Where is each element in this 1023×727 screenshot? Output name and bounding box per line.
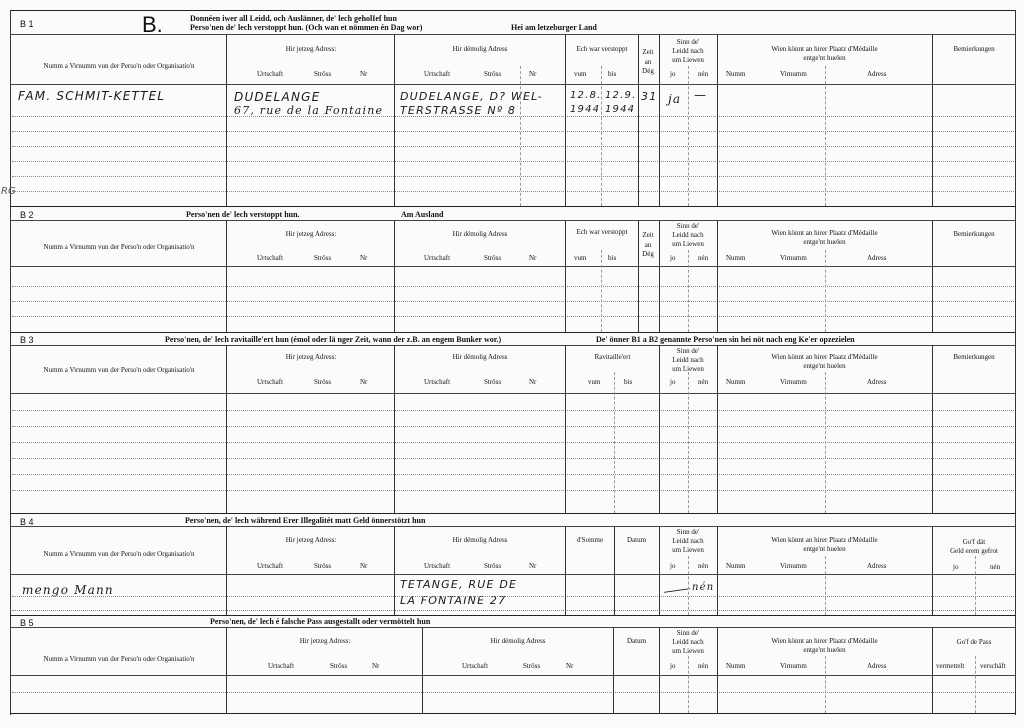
- b1-col-divider: [226, 34, 227, 206]
- col-name-header: Numm a Virnumm vun der Perso'n oder Organisatio'n: [43, 550, 195, 558]
- col-locality: Urtschaft: [424, 562, 451, 570]
- col-no: nén: [990, 563, 1001, 571]
- col-w-name: Numm: [726, 254, 746, 262]
- col-street: Ströss: [484, 378, 502, 386]
- col-issued: vermettelt: [936, 662, 965, 670]
- col-w-firstname: Virnumm: [780, 378, 807, 386]
- b5-col-divider: [422, 627, 423, 713]
- col-locality: Urtschaft: [424, 378, 451, 386]
- b1-row-line: [12, 116, 1014, 117]
- col-no: nén: [698, 562, 709, 570]
- col-former-address-header: Hir démolig Adress: [452, 45, 508, 53]
- col-meaning-line3: um Liewen: [672, 56, 704, 64]
- b3-col-divider: [565, 345, 566, 513]
- col-former-address-header: Hir démolig Adress: [452, 536, 508, 544]
- b3-col-divider: [717, 345, 718, 513]
- b4-entry-dash: [664, 588, 690, 593]
- col-w-address: Adress: [867, 254, 887, 262]
- col-meaning-line2: Leidd nach: [672, 356, 704, 364]
- b1-col-divider: [932, 34, 933, 206]
- b5-col-divider: [975, 656, 976, 713]
- section-title-line2: Perso'nen de' lech verstoppt hun. (Och wan et nömmen én Dag wor): [190, 23, 423, 32]
- b4-top-rule: [10, 513, 1015, 514]
- b5-header-rule: [10, 675, 1015, 676]
- col-locality: Urtschaft: [424, 254, 451, 262]
- col-street: Ströss: [314, 378, 332, 386]
- b3-title-rule: [10, 345, 1015, 346]
- col-number: Nr: [372, 662, 380, 670]
- b2-col-divider: [825, 250, 826, 332]
- b4-entry-former-line2[interactable]: LA FONTAINE 27: [400, 594, 507, 607]
- col-witness-line1: Wien könnt an hirer Plaatz d'Médaille: [771, 353, 878, 361]
- col-street: Ströss: [314, 562, 332, 570]
- section-id: B 4: [20, 517, 34, 527]
- col-locality: Urtschaft: [257, 70, 284, 78]
- b5-col-divider: [932, 627, 933, 713]
- col-hidden-header: Ech war verstoppt: [576, 45, 628, 53]
- b4-row-line: [12, 596, 1014, 597]
- b1-entry-no[interactable]: —: [694, 88, 708, 102]
- col-locality: Urtschaft: [257, 562, 284, 570]
- col-locality: Urtschaft: [257, 254, 284, 262]
- col-witness-line2: entge'nt huelen: [803, 646, 846, 654]
- col-w-firstname: Virnumm: [780, 562, 807, 570]
- col-yes: jo: [670, 662, 676, 670]
- b4-col-divider: [565, 526, 566, 615]
- col-number: Nr: [360, 378, 368, 386]
- col-meaning-line3: um Liewen: [672, 647, 704, 655]
- col-w-name: Numm: [726, 662, 746, 670]
- b4-entry-no[interactable]: nén: [692, 582, 715, 593]
- b2-col-divider: [226, 220, 227, 332]
- col-time-line1: Zeit: [642, 48, 654, 56]
- col-time-line2: an: [644, 241, 652, 249]
- b4-header-rule: [10, 574, 1015, 575]
- b3-row-line: [12, 410, 1014, 411]
- col-from: vum: [574, 70, 587, 78]
- b1-col-divider: [638, 34, 639, 206]
- col-w-address: Adress: [867, 378, 887, 386]
- b1-entry-cur-street[interactable]: 67, rue de la Fontaine: [234, 104, 384, 117]
- b1-col-divider: [825, 66, 826, 206]
- col-w-address: Adress: [867, 70, 887, 78]
- b1-entry-former-line2[interactable]: TERSTRASSE Nº 8: [400, 104, 517, 117]
- b1-header-rule: [10, 84, 1015, 85]
- b2-col-divider: [565, 220, 566, 332]
- b1-col-divider: [659, 34, 660, 206]
- b2-top-rule: [10, 206, 1015, 207]
- col-locality: Urtschaft: [424, 70, 451, 78]
- section-title: Perso'nen, de' lech während Erer Illegalitét matt Geld önnerstötzt hun: [185, 516, 426, 525]
- col-w-firstname: Virnumm: [780, 662, 807, 670]
- col-witness-line2: entge'nt huelen: [803, 362, 846, 370]
- b1-entry-name[interactable]: FAM. SCHMIT-KETTEL: [18, 89, 166, 103]
- col-w-name: Numm: [726, 70, 746, 78]
- col-witness-line2: entge'nt huelen: [803, 545, 846, 553]
- col-number: Nr: [529, 562, 537, 570]
- col-no: nén: [698, 70, 709, 78]
- b5-col-divider: [613, 627, 614, 713]
- margin-mark: RG: [1, 186, 16, 197]
- b5-col-divider: [226, 627, 227, 713]
- col-no: nén: [698, 254, 709, 262]
- col-w-name: Numm: [726, 562, 746, 570]
- b1-entry-cur-locality[interactable]: DUDELANGE: [234, 90, 321, 104]
- b1-row-line: [12, 131, 1014, 132]
- col-money-q-line1: Go'f dät: [962, 538, 986, 546]
- col-obtained: verschäft: [980, 662, 1006, 670]
- col-to: bis: [608, 70, 617, 78]
- col-witness-line1: Wien könnt an hirer Plaatz d'Médaille: [771, 536, 878, 544]
- b1-row-line: [12, 176, 1014, 177]
- col-street: Ströss: [314, 70, 332, 78]
- b4-col-divider: [932, 526, 933, 615]
- col-meaning-line1: Sinn de': [676, 347, 700, 355]
- b5-col-divider: [688, 656, 689, 713]
- frame-bottom: [10, 713, 1015, 714]
- col-locality: Urtschaft: [462, 662, 489, 670]
- b4-col-divider: [614, 526, 615, 615]
- section-id: B 2: [20, 210, 34, 220]
- col-remarks-header: Bemierkungen: [953, 353, 995, 361]
- col-hidden-header: Ech war verstoppt: [576, 228, 628, 236]
- col-w-address: Adress: [867, 562, 887, 570]
- col-number: Nr: [529, 378, 537, 386]
- b2-col-divider: [932, 220, 933, 332]
- b3-row-line: [12, 426, 1014, 427]
- col-meaning-line1: Sinn de': [676, 629, 700, 637]
- b2-col-divider: [638, 220, 639, 332]
- col-former-address-header: Hir démolig Adress: [452, 353, 508, 361]
- b1-col-divider: [601, 66, 602, 206]
- col-name-header: Numm a Virnumm vun der Perso'n oder Organisatio'n: [43, 243, 195, 251]
- col-w-firstname: Virnumm: [780, 70, 807, 78]
- col-name-header: Numm a Virnumm vun der Perso'n oder Organisatio'n: [43, 655, 195, 663]
- section-title-line2-right: Hei am letzeburger Land: [511, 23, 597, 32]
- col-time-line3: Dég: [642, 250, 654, 258]
- frame-top: [10, 10, 1015, 11]
- col-number: Nr: [360, 254, 368, 262]
- col-number: Nr: [566, 662, 574, 670]
- b5-col-divider: [717, 627, 718, 713]
- col-street: Ströss: [314, 254, 332, 262]
- b1-col-divider: [394, 34, 395, 206]
- col-no: nén: [698, 378, 709, 386]
- b4-entry-name[interactable]: mengo Mann: [22, 583, 114, 597]
- b3-col-divider: [614, 372, 615, 513]
- col-current-address-header: Hir jetzeg Adress:: [299, 637, 351, 645]
- col-to: bis: [608, 254, 617, 262]
- section-id: B 3: [20, 335, 34, 345]
- b1-entry-to-line2[interactable]: 1944: [605, 104, 636, 115]
- section-title-line1: Donnéen iwer all Leidd, och Auslänner, de' lech geholIef hun: [190, 14, 397, 23]
- b1-col-divider: [565, 34, 566, 206]
- col-time-line3: Dég: [642, 67, 654, 75]
- b4-col-divider: [659, 526, 660, 615]
- section-title-right: De' önner B1 a B2 genannte Perso'nen sin hei nöt nach eng Ke'er opzezielen: [596, 335, 855, 344]
- col-street: Ströss: [484, 70, 502, 78]
- frame-right: [1015, 10, 1016, 715]
- col-name-header: Numm a Virnumm vun der Perso'n oder Organisatio'n: [43, 366, 195, 374]
- b3-col-divider: [932, 345, 933, 513]
- col-meaning-line2: Leidd nach: [672, 537, 704, 545]
- col-meaning-line1: Sinn de': [676, 222, 700, 230]
- col-meaning-line3: um Liewen: [672, 240, 704, 248]
- col-witness-line2: entge'nt huelen: [803, 54, 846, 62]
- b1-row-line: [12, 191, 1014, 192]
- col-witness-line2: entge'nt huelen: [803, 238, 846, 246]
- section-letter: B.: [142, 12, 163, 37]
- b4-col-divider: [825, 556, 826, 615]
- col-number: Nr: [529, 70, 537, 78]
- section-id: B 1: [20, 19, 34, 29]
- col-meaning-line2: Leidd nach: [672, 47, 704, 55]
- b3-col-divider: [688, 372, 689, 513]
- col-w-address: Adress: [867, 662, 887, 670]
- col-locality: Urtschaft: [268, 662, 295, 670]
- col-w-name: Numm: [726, 378, 746, 386]
- b1-entry-to-line1[interactable]: 12.9.: [605, 90, 637, 101]
- col-meaning-line3: um Liewen: [672, 365, 704, 373]
- b5-col-divider: [825, 656, 826, 713]
- b2-header-rule: [10, 266, 1015, 267]
- col-name-header: Numm a Virnumm vun der Perso'n oder Organisatio'n: [43, 62, 195, 70]
- b1-col-divider: [520, 66, 521, 206]
- b2-col-divider: [717, 220, 718, 332]
- b1-entry-days[interactable]: 31: [641, 90, 658, 103]
- col-yes: jo: [670, 378, 676, 386]
- col-street: Ströss: [484, 562, 502, 570]
- b5-title-rule: [10, 627, 1015, 628]
- b1-entry-from-line1[interactable]: 12.8.: [570, 90, 602, 101]
- b3-row-line: [12, 490, 1014, 491]
- col-date-header: Datum: [626, 536, 647, 544]
- col-current-address-header: Hir jetzeg Adress:: [285, 353, 337, 361]
- b3-row-line: [12, 458, 1014, 459]
- b4-col-divider: [226, 526, 227, 615]
- col-locality: Urtschaft: [257, 378, 284, 386]
- b1-entry-yes[interactable]: ja: [668, 92, 682, 106]
- col-date-header: Datum: [626, 637, 647, 645]
- b3-row-line: [12, 442, 1014, 443]
- col-meaning-line2: Leidd nach: [672, 231, 704, 239]
- b2-title-rule: [10, 220, 1015, 221]
- col-witness-line1: Wien könnt an hirer Plaatz d'Médaille: [771, 637, 878, 645]
- section-title: Perso'nen de' lech verstoppt hun.: [186, 210, 300, 219]
- b1-entry-from-line2[interactable]: 1944: [570, 104, 601, 115]
- b1-row-line: [12, 161, 1014, 162]
- col-remarks-header: Bemierkungen: [953, 45, 995, 53]
- b5-row-line: [12, 692, 1014, 693]
- b2-row-line: [12, 301, 1014, 302]
- b4-col-divider: [394, 526, 395, 615]
- b3-row-line: [12, 474, 1014, 475]
- col-sum-header: d'Somme: [576, 536, 604, 544]
- frame-left: [10, 10, 11, 715]
- col-money-q-line2: Geld erem gefrot: [950, 547, 998, 555]
- b2-col-divider: [394, 220, 395, 332]
- col-former-address-header: Hir démolig Adress: [452, 230, 508, 238]
- col-witness-line1: Wien könnt an hirer Plaatz d'Médaille: [771, 229, 878, 237]
- col-no: nén: [698, 662, 709, 670]
- b2-col-divider: [688, 250, 689, 332]
- b3-col-divider: [825, 372, 826, 513]
- col-street: Ströss: [523, 662, 541, 670]
- col-yes: jo: [670, 562, 676, 570]
- b5-top-rule: [10, 615, 1015, 616]
- col-w-firstname: Virnumm: [780, 254, 807, 262]
- col-street: Ströss: [484, 254, 502, 262]
- b4-entry-former-line1[interactable]: TETANGE, RUE DE: [400, 578, 518, 591]
- col-from: vum: [588, 378, 601, 386]
- col-from: vum: [574, 254, 587, 262]
- b5-col-divider: [659, 627, 660, 713]
- b3-header-rule: [10, 393, 1015, 394]
- col-current-address-header: Hir jetzeg Adress:: [285, 230, 337, 238]
- b2-col-divider: [659, 220, 660, 332]
- b1-col-divider: [717, 34, 718, 206]
- b2-row-line: [12, 286, 1014, 287]
- col-meaning-line1: Sinn de': [676, 38, 700, 46]
- col-former-address-header: Hir démolig Adress: [490, 637, 546, 645]
- b1-entry-former-line1[interactable]: DUDELANGE, D? WEL-: [400, 90, 543, 103]
- col-supplied-header: Ravitaille'ert: [594, 353, 631, 361]
- col-time-line1: Zeit: [642, 231, 654, 239]
- section-title: Perso'nen, de' lech é falsche Pass ausgestallt oder vermöttelt hun: [210, 617, 431, 626]
- col-to: bis: [624, 378, 633, 386]
- b4-col-divider: [688, 556, 689, 615]
- col-pass-q: Go'f de Pass: [956, 638, 992, 646]
- b4-col-divider: [975, 556, 976, 615]
- col-street: Ströss: [330, 662, 348, 670]
- col-meaning-line3: um Liewen: [672, 546, 704, 554]
- b2-row-line: [12, 316, 1014, 317]
- b1-col-divider: [688, 66, 689, 206]
- b4-title-rule: [10, 526, 1015, 527]
- b3-col-divider: [394, 345, 395, 513]
- col-yes: jo: [670, 70, 676, 78]
- col-yes: jo: [953, 563, 959, 571]
- b1-title-rule: [10, 34, 1015, 35]
- b1-row-line: [12, 146, 1014, 147]
- col-witness-line1: Wien könnt an hirer Plaatz d'Médaille: [771, 45, 878, 53]
- col-current-address-header: Hir jetzeg Adress:: [285, 536, 337, 544]
- b2-col-divider: [601, 250, 602, 332]
- b3-top-rule: [10, 332, 1015, 333]
- b3-col-divider: [659, 345, 660, 513]
- col-current-address-header: Hir jetzeg Adress:: [285, 45, 337, 53]
- col-number: Nr: [529, 254, 537, 262]
- col-yes: jo: [670, 254, 676, 262]
- b3-col-divider: [226, 345, 227, 513]
- col-number: Nr: [360, 70, 368, 78]
- col-remarks-header: Bemierkungen: [953, 230, 995, 238]
- section-title: Perso'nen, de' lech ravitaille'ert hun (émol oder lä nger Zeit, wann der z.B. an engem Bunker wor.): [165, 335, 502, 344]
- col-number: Nr: [360, 562, 368, 570]
- col-meaning-line2: Leidd nach: [672, 638, 704, 646]
- col-time-line2: an: [644, 58, 652, 66]
- b4-col-divider: [717, 526, 718, 615]
- col-meaning-line1: Sinn de': [676, 528, 700, 536]
- section-id: B 5: [20, 618, 34, 628]
- b4-row-line: [12, 610, 1014, 611]
- section-title-right: Am Ausland: [401, 210, 444, 219]
